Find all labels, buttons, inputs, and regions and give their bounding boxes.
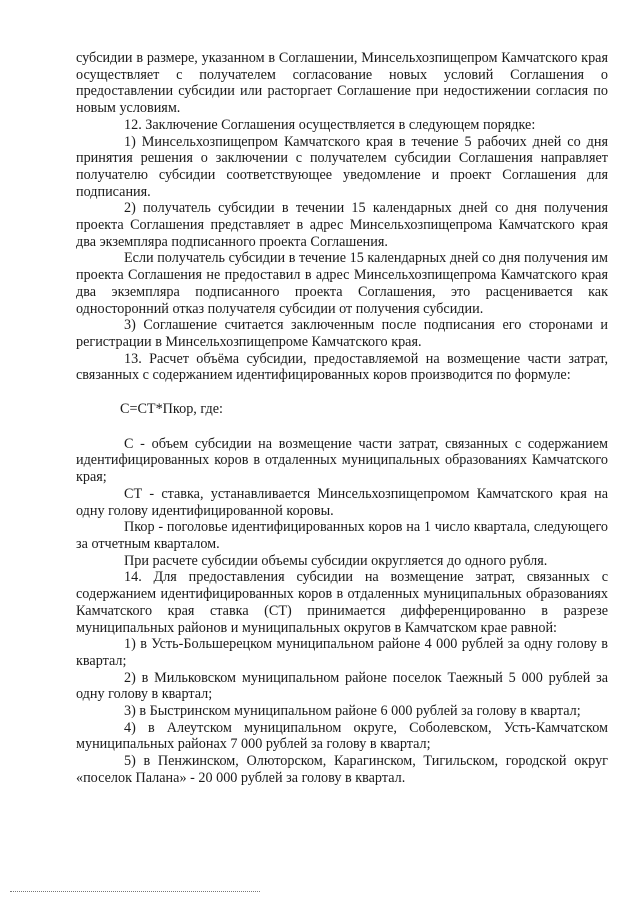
paragraph-14: 14. Для предоставления субсидии на возмещение затрат, связанных с содержанием идентифицированных коров в отдаленных муниципальных образованиях Камчатского края ставка (СТ) принимается дифференцированно в разрезе муниципальных районов и муниципальных округов в Камчатском крае равной: <box>76 569 608 636</box>
rate-item-1: 1) в Усть-Большерецком муниципальном районе 4 000 рублей за одну голову в квартал; <box>76 636 608 669</box>
footer-divider <box>10 891 260 892</box>
rate-item-5: 5) в Пенжинском, Олюторском, Карагинском, Тигильском, городской округ «поселок Палана» - 20 000 рублей за голову в квартал. <box>76 753 608 786</box>
document-page <box>76 50 608 787</box>
definition-pkor: Пкор - поголовье идентифицированных коров на 1 число квартала, следующего за отчетным кварталом. <box>76 519 608 552</box>
formula: С=СТ*Пкор, где: <box>120 401 223 418</box>
rounding-note: При расчете субсидии объемы субсидии округляется до одного рубля. <box>124 552 548 569</box>
rate-item-2: 2) в Мильковском муниципальном районе поселок Таежный 5 000 рублей за одну голову в квартал; <box>76 669 608 703</box>
definition-c: С - объем субсидии на возмещение части затрат, связанных с содержанием идентифицированных коров в отдаленных муниципальных образованиях Камчатского края; <box>76 435 608 486</box>
paragraph-13: 13. Расчет объёма субсидии, предоставляемой на возмещение части затрат, связанных с содержанием идентифицированных коров производится по формуле: <box>76 350 608 384</box>
rate-item-4: 4) в Алеутском муниципальном округе, Соболевском, Усть-Камчатском муниципальных районах 7 000 рублей за голову в квартал; <box>76 719 608 753</box>
paragraph-12-item-1: 1) Минсельхозпищепром Камчатского края в течение 5 рабочих дней со дня принятия решения о заключении с получателем субсидии Соглашения направляет получателю субсидии соответствующее уведомление и проект Соглашения для подписания. <box>76 133 608 200</box>
paragraph-12-item-2: 2) получатель субсидии в течении 15 календарных дней со дня получения проекта Соглашения представляет в адрес Минсельхозпищепрома Камчатского края два экземпляра подписанного проекта Соглашения. <box>76 200 608 250</box>
rate-item-3: 3) в Быстринском муниципальном районе 6 000 рублей за голову в квартал; <box>124 703 581 720</box>
paragraph-12-heading: 12. Заключение Соглашения осуществляется в следующем порядке: <box>124 116 536 133</box>
paragraph-subsidy-continuation: субсидии в размере, указанном в Соглашении, Минсельхозпищепром Камчатского края осуществляет с получателем согласование новых условий Соглашения о предоставлении субсидии или расторгает Соглашение при недостижении согласия по новым условиям. <box>76 50 608 117</box>
paragraph-12-refusal: Если получатель субсидии в течение 15 календарных дней со дня получения им проекта Соглашения не предоставил в адрес Минсельхозпищепрома Камчатского края два экземпляра подписанного проекта Соглашения, это расценивается как односторонний отказ получателя субсидии от получения субсидии. <box>76 250 608 317</box>
paragraph-12-item-3: 3) Соглашение считается заключенным после подписания его сторонами и регистрации в Минсельхозпищепромe Камчатского края. <box>76 317 608 350</box>
definition-st: СТ - ставка, устанавливается Минсельхозпищепромом Камчатского края на одну голову идентифицированной коровы. <box>76 485 608 519</box>
